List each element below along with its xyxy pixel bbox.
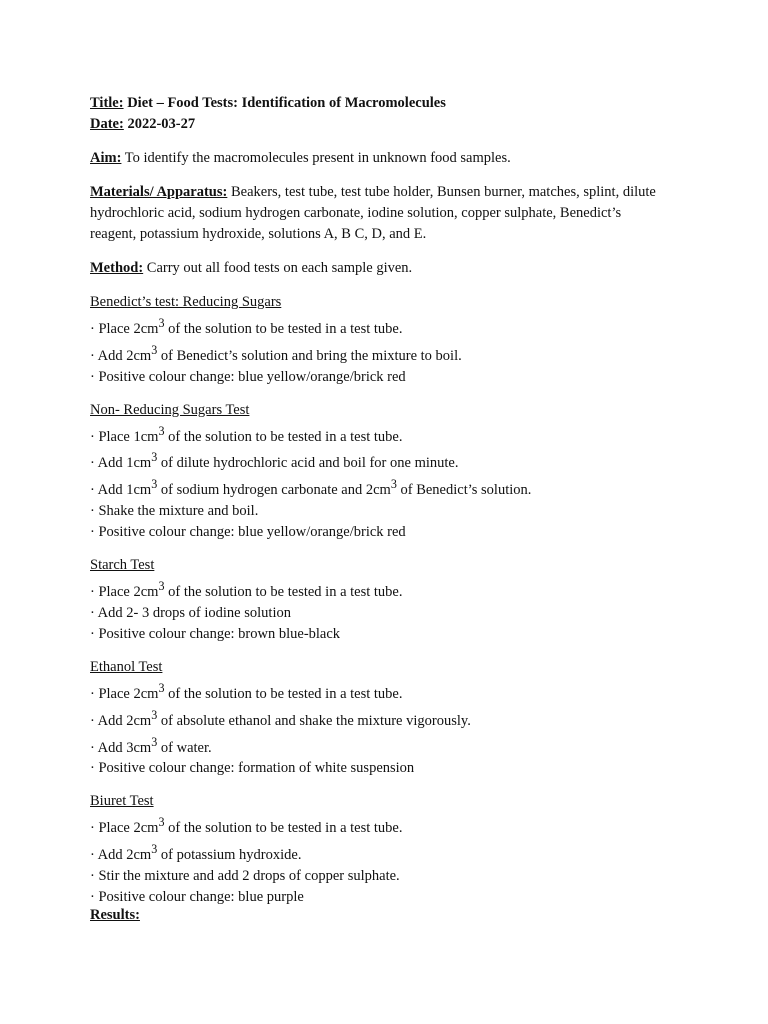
step-text: · Stir the mixture and add 2 drops of copper sulphate. (90, 868, 400, 885)
test-heading: Starch Test (90, 557, 155, 574)
superscript: 3 (158, 815, 165, 830)
step-text: · Add 3cm (90, 739, 152, 756)
step-text: of dilute hydrochloric acid and boil for one minute. (157, 455, 459, 472)
step-text: of Benedict’s solution and bring the mixture to boil. (157, 347, 462, 364)
step-text: · Positive colour change: blue yellow/orange/brick red (90, 368, 406, 385)
step-text: of the solution to be tested in a test tube. (164, 685, 403, 702)
test-section (90, 657, 708, 779)
date-text: 2022-03-27 (123, 116, 196, 132)
test-step (90, 732, 708, 759)
superscript: 3 (390, 477, 397, 492)
test-step (90, 758, 708, 779)
date-label: Date: (90, 116, 124, 132)
test-section (90, 292, 708, 388)
step-text: · Add 1cm (90, 455, 152, 472)
method-text: Carry out all food tests on each sample given. (143, 260, 413, 276)
step-text: · Place 2cm (90, 820, 159, 837)
test-step (90, 474, 708, 501)
test-heading: Biuret Test (90, 793, 154, 810)
aim-label: Aim: (90, 150, 122, 166)
superscript: 3 (158, 316, 165, 330)
test-step (90, 501, 708, 522)
step-text: of the solution to be tested in a test tube. (164, 583, 403, 600)
superscript: 3 (158, 423, 165, 438)
test-section (90, 555, 708, 645)
results-heading: Results: (90, 907, 140, 923)
test-step (90, 812, 708, 839)
test-step (90, 576, 708, 603)
test-step (90, 839, 708, 866)
test-step (90, 705, 708, 732)
step-text: · Add 2cm (90, 347, 152, 364)
test-heading: Non- Reducing Sugars Test (90, 401, 250, 418)
step-text: · Positive colour change: blue yellow/orange/brick red (90, 524, 406, 541)
superscript: 3 (151, 477, 158, 492)
header-block (90, 93, 708, 135)
step-text: · Shake the mixture and boil. (90, 503, 259, 520)
materials-paragraph (90, 182, 660, 245)
step-text: · Place 2cm (90, 685, 159, 702)
method-line (90, 258, 708, 279)
step-text: · Place 1cm (90, 428, 159, 445)
test-section (90, 791, 708, 908)
superscript: 3 (151, 842, 158, 857)
step-text: · Add 2cm (90, 847, 152, 864)
step-text: of water. (157, 739, 212, 756)
test-heading: Benedict’s test: Reducing Sugars (90, 294, 282, 310)
step-text: of the solution to be tested in a test tube. (164, 428, 403, 445)
superscript: 3 (151, 342, 158, 357)
superscript: 3 (151, 450, 158, 465)
materials-label: Materials/ Apparatus: (90, 184, 228, 200)
test-step (90, 421, 708, 448)
title-text: Diet – Food Tests: Identification of Macromolecules (123, 95, 446, 111)
date-line (90, 114, 708, 135)
tests-list (90, 292, 708, 908)
step-text: of potassium hydroxide. (157, 847, 302, 864)
step-text: · Positive colour change: brown blue-black (90, 625, 341, 642)
step-text: · Add 2cm (90, 712, 152, 729)
title-line (90, 93, 708, 114)
test-step (90, 367, 708, 388)
step-text: of the solution to be tested in a test tube. (164, 820, 403, 837)
test-step (90, 340, 708, 367)
superscript: 3 (151, 707, 158, 722)
test-step (90, 887, 708, 908)
test-heading: Ethanol Test (90, 658, 163, 675)
superscript: 3 (158, 579, 165, 594)
step-text: · Add 2- 3 drops of iodine solution (90, 604, 291, 621)
test-step (90, 603, 708, 624)
step-text: · Positive colour change: blue purple (90, 889, 304, 906)
test-step (90, 313, 708, 340)
title-label: Title: (90, 95, 124, 111)
step-text: · Positive colour change: formation of white suspension (90, 760, 415, 777)
materials-text: Beakers, test tube, test tube holder, Bunsen burner, matches, splint, dilute hydrochloric acid, sodium hydrogen carbonate, iodine solution, copper sulphate, Benedict’s reagent, potassium hydroxide, solutions A, B C, D, and E. (90, 184, 656, 242)
test-step (90, 678, 708, 705)
test-step (90, 866, 708, 887)
test-step (90, 447, 708, 474)
step-text: of absolute ethanol and shake the mixture vigorously. (157, 712, 471, 729)
step-text: of Benedict’s solution. (396, 482, 532, 499)
superscript: 3 (151, 734, 158, 749)
superscript: 3 (158, 680, 165, 695)
test-step (90, 624, 708, 645)
step-text: · Add 1cm (90, 482, 152, 499)
step-text: of the solution to be tested in a test tube. (164, 320, 403, 337)
step-text: of sodium hydrogen carbonate and 2cm (157, 482, 391, 499)
step-text: · Place 2cm (90, 320, 159, 337)
aim-line (90, 148, 708, 169)
test-section (90, 400, 708, 543)
aim-text: To identify the macromolecules present in unknown food samples. (121, 150, 511, 166)
method-label: Method: (90, 260, 144, 276)
step-text: · Place 2cm (90, 583, 159, 600)
test-step (90, 522, 708, 543)
